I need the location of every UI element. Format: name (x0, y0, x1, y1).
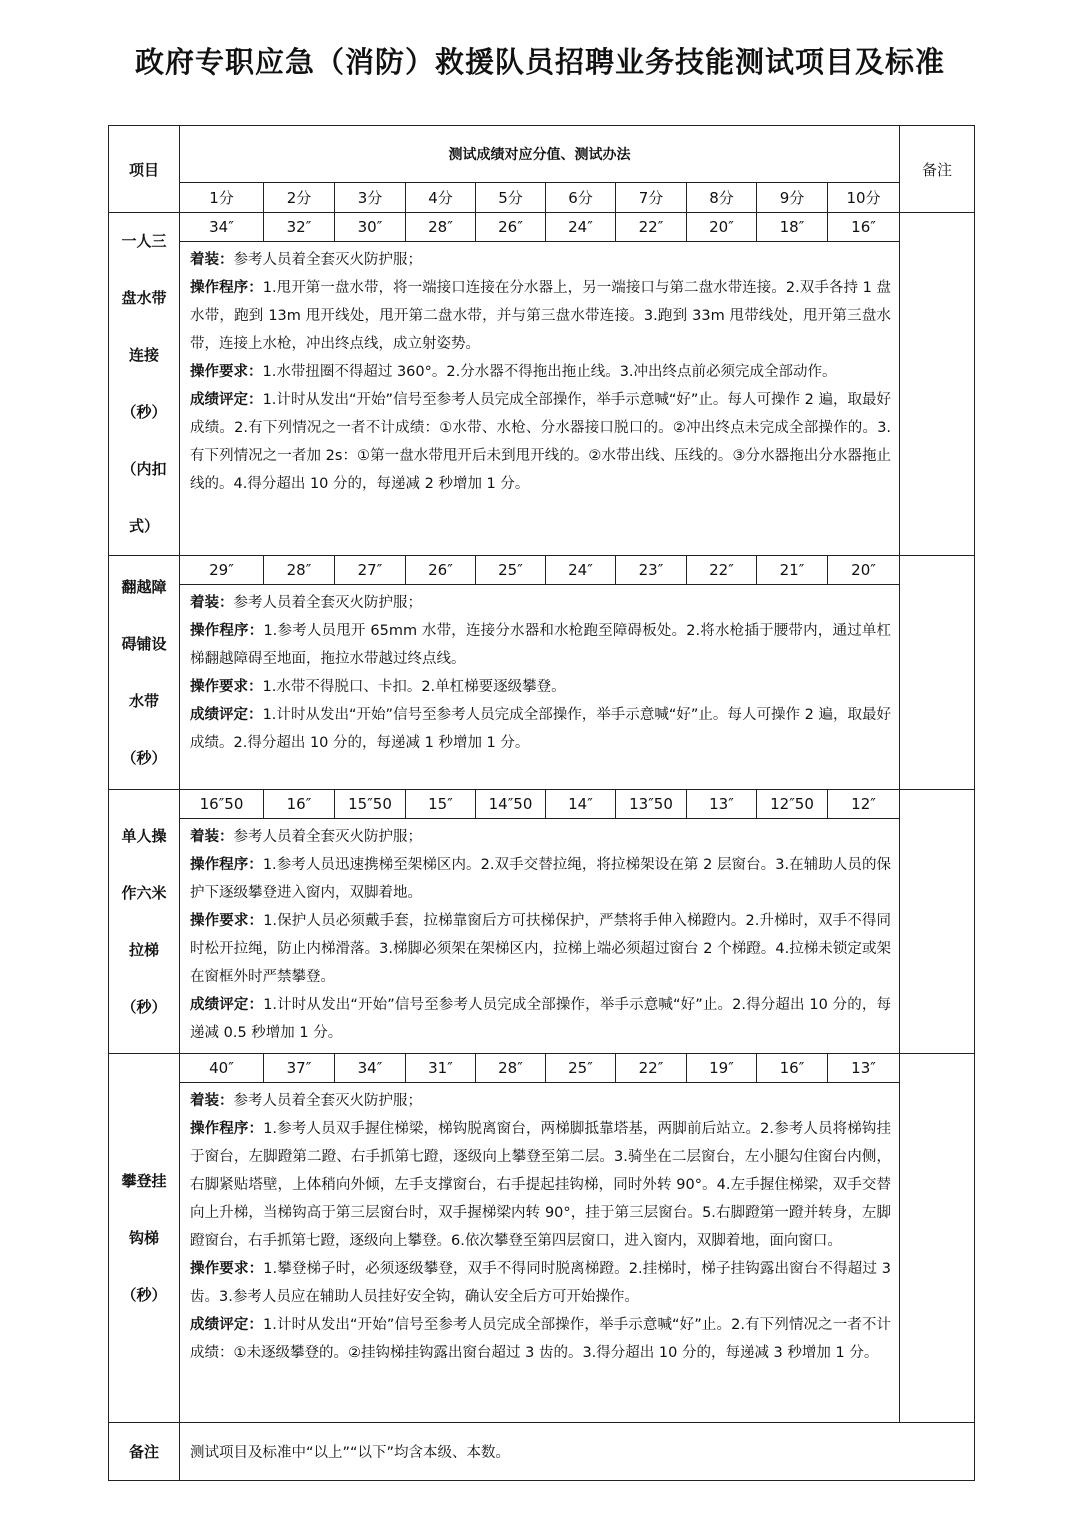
time-cell: 22″ (616, 213, 687, 242)
time-cell: 13″50 (616, 790, 687, 819)
time-cell: 40″ (180, 1054, 264, 1083)
time-cell: 14″50 (476, 790, 546, 819)
time-cell: 25″ (476, 556, 546, 585)
time-standard-row (109, 790, 975, 819)
time-cell: 34″ (180, 213, 264, 242)
score-cell: 8分 (687, 183, 757, 213)
time-cell: 19″ (687, 1054, 757, 1083)
time-cell: 24″ (546, 213, 616, 242)
time-cell: 16″ (828, 213, 900, 242)
method-paragraph (190, 1255, 891, 1311)
paragraph-text: 参考人员着全套灭火防护服； (233, 252, 422, 269)
paragraph-label: 着装： (190, 1093, 234, 1109)
score-cell: 2分 (264, 183, 335, 213)
paragraph-text: 1.水带扭圈不得超过 360°。2.分水器不得拖出拖止线。3.冲出终点前必须完成全部动作。 (262, 364, 837, 381)
test-method-description (180, 585, 900, 790)
score-cell: 4分 (406, 183, 476, 213)
paragraph-label: 成绩评定： (190, 1317, 264, 1333)
item-name-line: 作六米 (121, 883, 167, 902)
time-cell: 16″ (264, 790, 335, 819)
item-name-line: （内扣 (121, 460, 167, 478)
score-cell: 3分 (335, 183, 406, 213)
paragraph-label: 操作程序： (190, 1121, 264, 1137)
test-method-description (180, 242, 900, 556)
time-cell: 28″ (264, 556, 335, 585)
time-cell: 28″ (476, 1054, 546, 1083)
header-item: 项目 (109, 126, 180, 213)
score-cell: 9分 (757, 183, 828, 213)
time-cell: 12″50 (757, 790, 828, 819)
method-paragraph (190, 1115, 891, 1255)
item-name-line: 单人操 (121, 826, 167, 845)
time-cell: 15″50 (335, 790, 406, 819)
item-name-line: 攀登挂 (121, 1171, 167, 1190)
time-cell: 23″ (616, 556, 687, 585)
time-cell: 14″ (546, 790, 616, 819)
paragraph-text: 1.水带不得脱口、卡扣。2.单杠梯要逐级攀登。 (262, 679, 566, 695)
method-paragraph (190, 1311, 891, 1367)
time-cell: 22″ (616, 1054, 687, 1083)
method-paragraph (190, 358, 891, 386)
paragraph-text: 1.计时从发出“开始”信号至参考人员完成全部操作，举手示意喊“好”止。2.得分超出 10 分的，每递减 0.5 秒增加 1 分。 (190, 997, 892, 1041)
time-cell: 26″ (406, 556, 476, 585)
paragraph-label: 成绩评定： (190, 997, 264, 1013)
paragraph-text: 1.参考人员甩开 65mm 水带，连接分水器和水枪跑至障碍板处。2.将水枪插于腰带内，通过单杠梯翻越障碍至地面，拖拉水带越过终点线。 (190, 623, 892, 667)
time-standard-row (109, 1054, 975, 1083)
time-cell: 18″ (757, 213, 828, 242)
time-cell: 31″ (406, 1054, 476, 1083)
method-paragraph (190, 823, 891, 851)
method-paragraph (190, 673, 891, 701)
paragraph-label: 操作要求： (190, 364, 263, 381)
method-paragraph (190, 386, 891, 498)
item-name-line: 一人三 (121, 232, 167, 250)
method-paragraph (190, 907, 891, 991)
paragraph-text: 1.参考人员双手握住梯梁，梯钩脱离窗台，两梯脚抵靠塔基，两脚前后站立。2.参考人员将梯钩挂于窗台，左脚蹬第二蹬、右手抓第七蹬，逐级向上攀登至第二层。3.骑坐在二层窗台，左小腿勾住窗台内侧，右脚紧贴塔壁，上体稍向外倾，左手支撑窗台，右手提起挂钩梯，同时外转 90°。4.左手握住梯梁，双手交替向上升梯，当梯钩高于第三层窗台时，双手握梯梁内转 90°，挂于第三层窗台。5.右脚蹬第一蹬并转身，左脚蹬窗台，右手抓第七蹬，逐级向上攀登。6.依次攀登至第四层窗口，进入窗内，双脚着地，面向窗口。 (190, 1121, 892, 1249)
item-name (109, 556, 180, 790)
item-name (109, 213, 180, 556)
time-cell: 32″ (264, 213, 335, 242)
score-cell: 10分 (828, 183, 900, 213)
paragraph-text: 1.保护人员必须戴手套，拉梯靠窗后方可扶梯保护，严禁将手伸入梯蹬内。2.升梯时，双手不得同时松开拉绳，防止内梯滑落。3.梯脚必须架在架梯区内，拉梯上端必须超过窗台 2 个梯蹬。4.拉梯未锁定或架在窗框外时严禁攀登。 (190, 913, 892, 985)
method-paragraph (190, 589, 891, 617)
item-name-line: 翻越障 (121, 577, 167, 596)
paragraph-label: 着装： (190, 829, 234, 845)
time-cell: 16″50 (180, 790, 264, 819)
paragraph-label: 操作程序： (190, 623, 264, 639)
time-cell: 20″ (828, 556, 900, 585)
test-method-description (180, 819, 900, 1054)
paragraph-label: 操作要求： (190, 913, 264, 929)
method-paragraph (190, 701, 891, 757)
time-cell: 12″ (828, 790, 900, 819)
remark-cell (900, 213, 975, 556)
paragraph-text: 1.计时从发出“开始”信号至参考人员完成全部操作，举手示意喊“好”止。每人可操作 2 遍，取最好成绩。2.得分超出 10 分的，每递减 1 秒增加 1 分。 (190, 707, 892, 751)
paragraph-label: 成绩评定： (190, 707, 263, 723)
item-name-line: （秒） (121, 1285, 167, 1304)
time-cell: 22″ (687, 556, 757, 585)
paragraph-label: 操作程序： (190, 857, 263, 873)
item-name-line: 钩梯 (128, 1228, 159, 1247)
time-cell: 27″ (335, 556, 406, 585)
time-cell: 16″ (757, 1054, 828, 1083)
score-cell: 7分 (616, 183, 687, 213)
method-paragraph (190, 274, 891, 358)
score-cell: 6分 (546, 183, 616, 213)
header-scoring-method: 测试成绩对应分值、测试办法 (180, 126, 900, 183)
time-cell: 20″ (687, 213, 757, 242)
test-method-description (180, 1083, 900, 1423)
item-name-line: 连接 (128, 346, 159, 364)
page-title: 政府专职应急（消防）救援队员招聘业务技能测试项目及标准 (134, 45, 945, 79)
paragraph-text: 参考人员着全套灭火防护服； (233, 595, 422, 611)
method-paragraph (190, 851, 891, 907)
remark-cell (900, 1054, 975, 1423)
score-cell: 1分 (180, 183, 264, 213)
header-remark: 备注 (900, 126, 975, 213)
item-name (109, 1054, 180, 1423)
item-name-line: 式） (128, 517, 159, 535)
paragraph-text: 1.攀登梯子时，必须逐级攀登，双手不得同时脱离梯蹬。2.挂梯时，梯子挂钩露出窗台不得超过 3 齿。3.参考人员应在辅助人员挂好安全钩，确认安全后方可开始操作。 (190, 1261, 892, 1305)
paragraph-label: 成绩评定： (190, 392, 263, 409)
item-name-line: （秒） (121, 403, 167, 421)
time-cell: 25″ (546, 1054, 616, 1083)
time-cell: 15″ (406, 790, 476, 819)
footer-label: 备注 (109, 1423, 180, 1481)
paragraph-text: 1.参考人员迅速携梯至架梯区内。2.双手交替拉绳，将拉梯架设在第 2 层窗台。3.在辅助人员的保护下逐级攀登进入窗内，双脚着地。 (190, 857, 892, 901)
time-standard-row (109, 213, 975, 242)
time-cell: 26″ (476, 213, 546, 242)
method-paragraph (190, 246, 891, 274)
item-name-line: 盘水带 (121, 289, 167, 307)
score-header-row (109, 183, 975, 213)
paragraph-text: 1.甩开第一盘水带，将一端接口连接在分水器上，另一端接口与第二盘水带连接。2.双手各持 1 盘水带，跑到 13m 甩开线处，甩开第二盘水带，并与第三盘水带连接。3.跑到 33m 甩带线处，甩开第三盘水带，连接上水枪，冲出终点线，成立射姿势。 (190, 280, 892, 353)
paragraph-label: 着装： (190, 252, 234, 269)
item-name-line: （秒） (121, 997, 167, 1016)
time-cell: 24″ (546, 556, 616, 585)
time-cell: 34″ (335, 1054, 406, 1083)
time-cell: 29″ (180, 556, 264, 585)
footer-note: 测试项目及标准中“以上”“以下”均含本级、本数。 (180, 1423, 975, 1481)
remark-cell (900, 556, 975, 790)
time-cell: 13″ (828, 1054, 900, 1083)
paragraph-text: 参考人员着全套灭火防护服； (233, 1093, 422, 1109)
paragraph-label: 着装： (190, 595, 234, 611)
remark-cell (900, 790, 975, 1054)
item-name (109, 790, 180, 1054)
item-name-line: 拉梯 (128, 940, 159, 959)
paragraph-label: 操作程序： (190, 280, 263, 297)
score-cell: 5分 (476, 183, 546, 213)
time-cell: 13″ (687, 790, 757, 819)
paragraph-text: 1.计时从发出“开始”信号至参考人员完成全部操作，举手示意喊“好”止。2.有下列情况之一者不计成绩：①未逐级攀登的。②挂钩梯挂钩露出窗台超过 3 齿的。3.得分超出 10 分的，每递减 3 秒增加 1 分。 (190, 1317, 892, 1361)
item-name-line: 水带 (128, 691, 159, 710)
method-paragraph (190, 991, 891, 1047)
time-cell: 37″ (264, 1054, 335, 1083)
time-cell: 30″ (335, 213, 406, 242)
paragraph-label: 操作要求： (190, 1261, 264, 1277)
time-cell: 28″ (406, 213, 476, 242)
method-paragraph (190, 1087, 891, 1115)
item-name-line: 碍铺设 (121, 634, 167, 653)
standards-table (108, 125, 975, 1481)
paragraph-label: 操作要求： (190, 679, 263, 695)
paragraph-text: 1.计时从发出“开始”信号至参考人员完成全部操作，举手示意喊“好”止。每人可操作 2 遍，取最好成绩。2.有下列情况之一者不计成绩：①水带、水枪、分水器接口脱口的。②冲出终点未完成全部操作的。3.有下列情况之一者加 2s：①第一盘水带甩开后未到甩开线的。②水带出线、压线的。③分水器拖出分水器拖止线的。4.得分超出 10 分的，每递减 2 秒增加 1 分。 (190, 392, 892, 493)
paragraph-text: 参考人员着全套灭火防护服； (233, 829, 422, 845)
item-name-line: （秒） (121, 748, 167, 767)
time-cell: 21″ (757, 556, 828, 585)
time-standard-row (109, 556, 975, 585)
method-paragraph (190, 617, 891, 673)
